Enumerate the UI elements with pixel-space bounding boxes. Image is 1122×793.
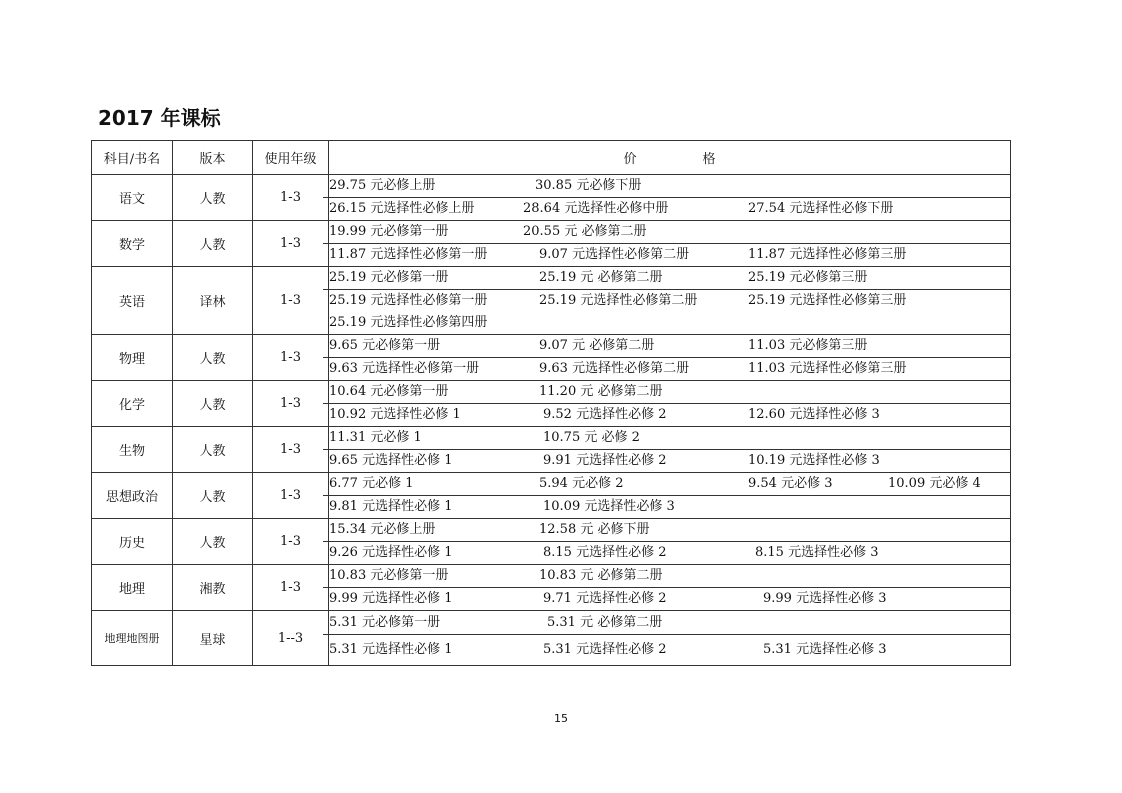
price-line bbox=[323, 450, 1010, 472]
edition-cell: 湘教 bbox=[173, 565, 253, 611]
price-line bbox=[323, 312, 1010, 334]
price-entry: 11.03 元选择性必修第三册 bbox=[748, 361, 907, 376]
price-entry: 9.63 元选择性必修第二册 bbox=[539, 361, 690, 376]
edition-cell: 译林 bbox=[173, 267, 253, 335]
grade-cell: 1-3 bbox=[253, 473, 329, 519]
subject-cell: 语文 bbox=[92, 175, 173, 221]
subject-cell: 化学 bbox=[92, 381, 173, 427]
price-entry: 10.92 元选择性必修 1 bbox=[329, 407, 461, 422]
subject-cell: 地理地图册 bbox=[92, 611, 173, 666]
edition-cell: 人教 bbox=[173, 175, 253, 221]
price-entry: 5.31 元选择性必修 3 bbox=[763, 642, 887, 657]
price-entry: 10.64 元必修第一册 bbox=[329, 384, 449, 399]
price-cell bbox=[329, 381, 1011, 427]
price-line bbox=[323, 381, 1010, 404]
header-price-char-2: 格 bbox=[702, 152, 716, 167]
price-line bbox=[323, 290, 1010, 312]
grade-cell: 1-3 bbox=[253, 335, 329, 381]
price-line bbox=[323, 473, 1010, 496]
subject-cell: 历史 bbox=[92, 519, 173, 565]
price-entry: 10.09 元必修 4 bbox=[888, 476, 981, 491]
table-row bbox=[92, 335, 1011, 381]
edition-cell: 人教 bbox=[173, 381, 253, 427]
page-title: 2017 年课标 bbox=[98, 106, 221, 130]
header-subject: 科目/书名 bbox=[92, 141, 173, 175]
price-entry: 9.26 元选择性必修 1 bbox=[329, 545, 453, 560]
subject-cell: 物理 bbox=[92, 335, 173, 381]
price-entry: 29.75 元必修上册 bbox=[329, 178, 436, 193]
price-entry: 10.19 元选择性必修 3 bbox=[748, 453, 880, 468]
price-table bbox=[91, 140, 1011, 666]
subject-cell: 地理 bbox=[92, 565, 173, 611]
table-row bbox=[92, 427, 1011, 473]
price-line bbox=[323, 335, 1010, 358]
price-entry: 11.20 元 必修第二册 bbox=[539, 384, 663, 399]
price-line bbox=[323, 611, 1010, 635]
price-line bbox=[323, 221, 1010, 244]
price-entry: 9.07 元 必修第二册 bbox=[539, 338, 655, 353]
table-row bbox=[92, 565, 1011, 611]
table-header-row bbox=[92, 141, 1011, 175]
grade-cell: 1--3 bbox=[253, 611, 329, 666]
price-cell bbox=[329, 335, 1011, 381]
subject-cell: 生物 bbox=[92, 427, 173, 473]
edition-cell: 人教 bbox=[173, 221, 253, 267]
price-entry: 25.19 元选择性必修第三册 bbox=[748, 293, 907, 308]
table-row bbox=[92, 611, 1011, 666]
price-cell bbox=[329, 221, 1011, 267]
price-entry: 5.31 元选择性必修 2 bbox=[543, 642, 667, 657]
price-entry: 15.34 元必修上册 bbox=[329, 522, 436, 537]
price-line bbox=[323, 175, 1010, 198]
price-entry: 25.19 元选择性必修第二册 bbox=[539, 293, 698, 308]
price-entry: 8.15 元选择性必修 2 bbox=[543, 545, 667, 560]
price-entry: 9.54 元必修 3 bbox=[748, 476, 833, 491]
price-entry: 5.31 元必修第一册 bbox=[329, 615, 441, 630]
price-entry: 9.52 元选择性必修 2 bbox=[543, 407, 667, 422]
price-entry: 9.63 元选择性必修第一册 bbox=[329, 361, 480, 376]
grade-cell: 1-3 bbox=[253, 519, 329, 565]
header-edition: 版本 bbox=[173, 141, 253, 175]
price-entry: 26.15 元选择性必修上册 bbox=[329, 201, 475, 216]
price-entry: 5.94 元必修 2 bbox=[539, 476, 624, 491]
price-entry: 25.19 元选择性必修第一册 bbox=[329, 293, 488, 308]
price-entry: 30.85 元必修下册 bbox=[535, 178, 642, 193]
price-entry: 10.83 元必修第一册 bbox=[329, 568, 449, 583]
header-grade: 使用年级 bbox=[253, 141, 329, 175]
price-line bbox=[323, 635, 1010, 665]
grade-cell: 1-3 bbox=[253, 565, 329, 611]
edition-cell: 人教 bbox=[173, 335, 253, 381]
price-entry: 19.99 元必修第一册 bbox=[329, 224, 449, 239]
price-line bbox=[323, 496, 1010, 518]
price-entry: 11.87 元选择性必修第三册 bbox=[748, 247, 907, 262]
price-entry: 9.07 元选择性必修第二册 bbox=[539, 247, 690, 262]
price-entry: 25.19 元必修第一册 bbox=[329, 270, 449, 285]
subject-cell: 英语 bbox=[92, 267, 173, 335]
price-entry: 25.19 元 必修第二册 bbox=[539, 270, 663, 285]
price-entry: 5.31 元选择性必修 1 bbox=[329, 642, 453, 657]
edition-cell: 人教 bbox=[173, 427, 253, 473]
price-entry: 28.64 元选择性必修中册 bbox=[523, 201, 669, 216]
price-entry: 9.71 元选择性必修 2 bbox=[543, 591, 667, 606]
table-row bbox=[92, 175, 1011, 221]
price-cell bbox=[329, 427, 1011, 473]
grade-cell: 1-3 bbox=[253, 175, 329, 221]
price-entry: 9.99 元选择性必修 3 bbox=[763, 591, 887, 606]
price-entry: 9.91 元选择性必修 2 bbox=[543, 453, 667, 468]
price-entry: 10.09 元选择性必修 3 bbox=[543, 499, 675, 514]
header-price-char-1: 价 bbox=[623, 152, 637, 167]
price-entry: 11.31 元必修 1 bbox=[329, 430, 422, 445]
table-row bbox=[92, 221, 1011, 267]
price-entry: 27.54 元选择性必修下册 bbox=[748, 201, 894, 216]
price-line bbox=[323, 565, 1010, 588]
price-entry: 8.15 元选择性必修 3 bbox=[755, 545, 879, 560]
grade-cell: 1-3 bbox=[253, 267, 329, 335]
price-line bbox=[323, 588, 1010, 610]
price-line bbox=[323, 358, 1010, 380]
table-row bbox=[92, 267, 1011, 335]
price-cell bbox=[329, 611, 1011, 666]
price-entry: 10.83 元 必修第二册 bbox=[539, 568, 663, 583]
subject-cell: 思想政治 bbox=[92, 473, 173, 519]
page-number: 15 bbox=[554, 712, 568, 725]
price-entry: 9.99 元选择性必修 1 bbox=[329, 591, 453, 606]
price-entry: 25.19 元选择性必修第四册 bbox=[329, 315, 488, 330]
price-entry: 25.19 元必修第三册 bbox=[748, 270, 868, 285]
price-line bbox=[323, 519, 1010, 542]
price-cell bbox=[329, 267, 1011, 335]
price-cell bbox=[329, 175, 1011, 221]
price-entry: 9.65 元必修第一册 bbox=[329, 338, 441, 353]
price-entry: 5.31 元 必修第二册 bbox=[547, 615, 663, 630]
table-row bbox=[92, 519, 1011, 565]
price-entry: 9.81 元选择性必修 1 bbox=[329, 499, 453, 514]
grade-cell: 1-3 bbox=[253, 381, 329, 427]
price-entry: 20.55 元 必修第二册 bbox=[523, 224, 647, 239]
edition-cell: 人教 bbox=[173, 519, 253, 565]
price-entry: 11.87 元选择性必修第一册 bbox=[329, 247, 488, 262]
price-line bbox=[323, 267, 1010, 290]
price-cell bbox=[329, 519, 1011, 565]
price-line bbox=[323, 404, 1010, 426]
price-entry: 11.03 元必修第三册 bbox=[748, 338, 868, 353]
price-entry: 6.77 元必修 1 bbox=[329, 476, 414, 491]
header-price bbox=[329, 141, 1011, 175]
price-entry: 12.60 元选择性必修 3 bbox=[748, 407, 880, 422]
price-cell bbox=[329, 473, 1011, 519]
table-row bbox=[92, 473, 1011, 519]
edition-cell: 星球 bbox=[173, 611, 253, 666]
grade-cell: 1-3 bbox=[253, 427, 329, 473]
price-line bbox=[323, 427, 1010, 450]
subject-cell: 数学 bbox=[92, 221, 173, 267]
edition-cell: 人教 bbox=[173, 473, 253, 519]
price-entry: 9.65 元选择性必修 1 bbox=[329, 453, 453, 468]
price-entry: 12.58 元 必修下册 bbox=[539, 522, 650, 537]
table-row bbox=[92, 381, 1011, 427]
price-entry: 10.75 元 必修 2 bbox=[543, 430, 640, 445]
price-line bbox=[323, 542, 1010, 564]
price-line bbox=[323, 198, 1010, 220]
price-line bbox=[323, 244, 1010, 266]
grade-cell: 1-3 bbox=[253, 221, 329, 267]
price-cell bbox=[329, 565, 1011, 611]
